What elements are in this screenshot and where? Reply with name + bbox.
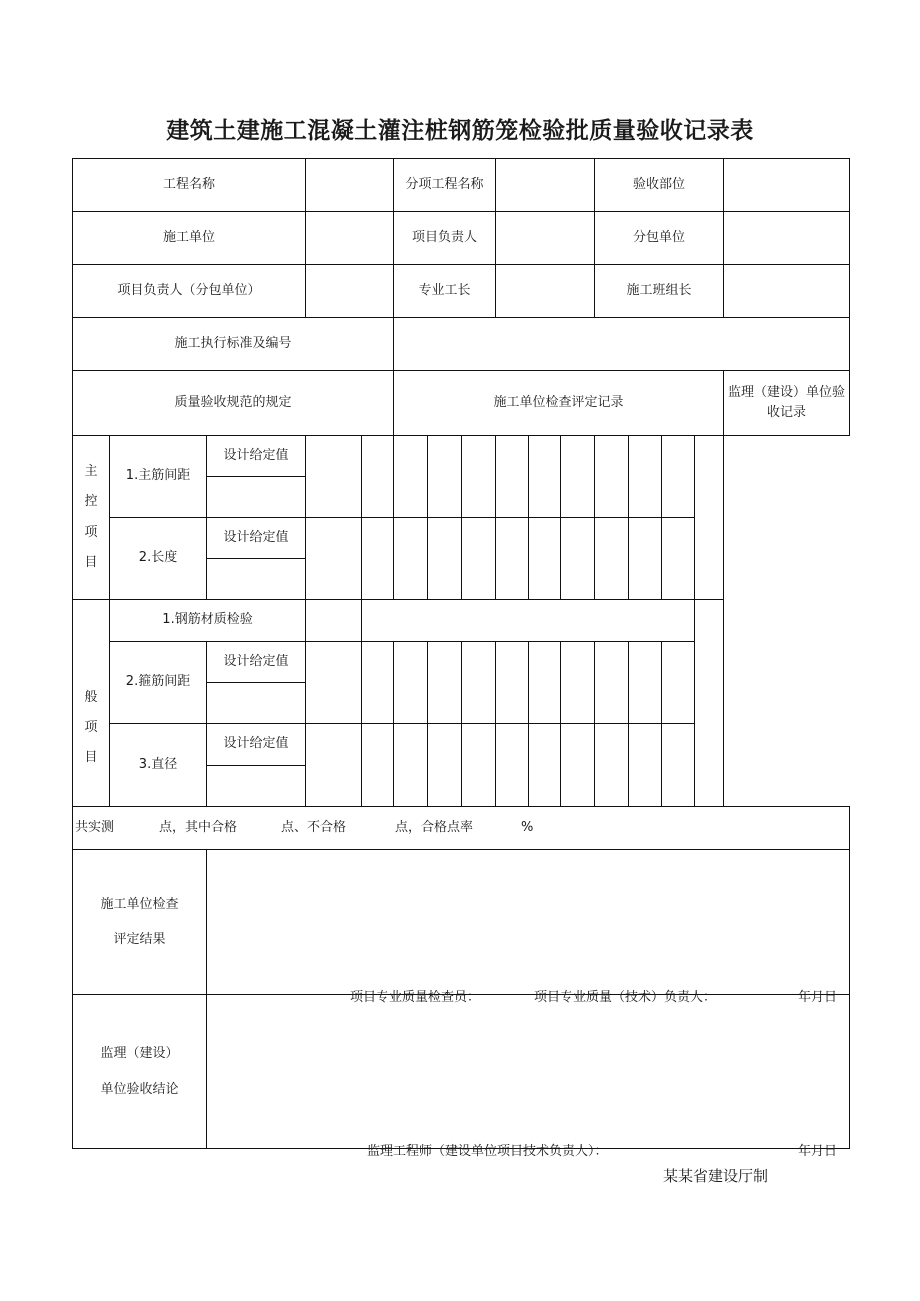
foreman-label: 专业工长 xyxy=(394,265,496,318)
general-item-material: 1.钢筋材质检验 xyxy=(110,600,306,642)
project-manager-label: 项目负责人 xyxy=(394,212,496,265)
design-value-label: 设计给定值 xyxy=(207,724,306,766)
general-supervision-cell[interactable] xyxy=(695,600,724,807)
main-control-char: 项 xyxy=(84,524,98,540)
main-item-spacing: 1.主筋间距 xyxy=(110,436,207,518)
main-control-char: 目 xyxy=(84,554,98,570)
measure-cell[interactable] xyxy=(394,518,428,600)
spec-header: 质量验收规范的规定 xyxy=(73,371,394,436)
measure-cell[interactable] xyxy=(529,518,561,600)
sub-manager-label: 项目负责人（分包单位） xyxy=(73,265,306,318)
foreman-field[interactable] xyxy=(496,265,595,318)
measure-cell[interactable] xyxy=(595,642,629,724)
measure-cell[interactable] xyxy=(428,724,462,807)
general-item-stirrup: 2.箍筋间距 xyxy=(110,642,207,724)
form-title: 建筑土建施工混凝土灌注桩钢筋笼检验批质量验收记录表 xyxy=(166,118,754,144)
sub-manager-field[interactable] xyxy=(306,265,394,318)
measure-cell[interactable] xyxy=(462,436,496,518)
project-name-label: 工程名称 xyxy=(73,159,306,212)
measure-cell[interactable] xyxy=(529,724,561,807)
main-supervision-cell[interactable] xyxy=(695,436,724,600)
measure-cell[interactable] xyxy=(394,642,428,724)
design-value-label: 设计给定值 xyxy=(207,518,306,559)
quality-inspector-label: 项目专业质量检查员： xyxy=(350,990,481,1005)
measure-cell[interactable] xyxy=(496,642,529,724)
summary-percent: % xyxy=(521,819,534,835)
measure-cell[interactable] xyxy=(629,518,662,600)
measure-cell[interactable] xyxy=(529,642,561,724)
measure-cell[interactable] xyxy=(428,436,462,518)
design-value-input[interactable] xyxy=(207,683,306,724)
team-leader-label: 施工班组长 xyxy=(595,265,724,318)
measure-cell[interactable] xyxy=(595,518,629,600)
standard-label: 施工执行标准及编号 xyxy=(73,318,394,371)
tech-manager-label: 项目专业质量（技术）负责人： xyxy=(534,990,717,1005)
supervision-result-field[interactable] xyxy=(207,995,850,1159)
sub-project-name-label: 分项工程名称 xyxy=(394,159,496,212)
material-check-record[interactable] xyxy=(362,600,695,642)
design-value-input[interactable] xyxy=(207,559,306,600)
measure-cell[interactable] xyxy=(462,642,496,724)
construction-unit-field[interactable] xyxy=(306,212,394,265)
spec-value-cell[interactable] xyxy=(306,724,362,807)
design-value-label: 设计给定值 xyxy=(207,642,306,683)
measure-cell[interactable] xyxy=(362,724,394,807)
summary-passed: 点，其中合格 xyxy=(159,819,238,835)
spec-value-cell[interactable] xyxy=(306,642,362,724)
construction-unit-label: 施工单位 xyxy=(73,212,306,265)
measure-cell[interactable] xyxy=(561,642,595,724)
construction-result-label xyxy=(73,850,207,995)
measure-cell[interactable] xyxy=(394,724,428,807)
general-char: 目 xyxy=(84,750,98,766)
measure-cell[interactable] xyxy=(629,642,662,724)
measure-cell[interactable] xyxy=(496,724,529,807)
supervision-result-label-2: 单位验收结论 xyxy=(100,1081,179,1097)
project-manager-field[interactable] xyxy=(496,212,595,265)
sub-project-name-field[interactable] xyxy=(496,159,595,212)
general-item-diameter: 3.直径 xyxy=(110,724,207,807)
standard-field[interactable] xyxy=(394,318,850,371)
construction-result-label-1: 施工单位检查 xyxy=(100,896,179,912)
summary-rate: 点，合格点率 xyxy=(395,819,474,835)
main-control-char: 控 xyxy=(84,494,98,510)
main-control-char: 主 xyxy=(84,464,98,480)
acceptance-part-label: 验收部位 xyxy=(595,159,724,212)
measure-cell[interactable] xyxy=(462,724,496,807)
measure-cell[interactable] xyxy=(595,724,629,807)
spec-value-cell[interactable] xyxy=(306,600,362,642)
construction-result-field[interactable] xyxy=(207,850,850,1005)
supervision-result-label xyxy=(73,995,207,1149)
measure-cell[interactable] xyxy=(595,436,629,518)
summary-total: 共实测 xyxy=(75,819,115,835)
measure-cell[interactable] xyxy=(662,642,695,724)
main-item-length: 2.长度 xyxy=(110,518,207,600)
check-record-header: 施工单位检查评定记录 xyxy=(394,371,724,436)
measure-cell[interactable] xyxy=(662,724,695,807)
measure-cell[interactable] xyxy=(428,518,462,600)
measure-cell[interactable] xyxy=(362,642,394,724)
acceptance-part-field[interactable] xyxy=(724,159,850,212)
general-label xyxy=(73,600,110,807)
subcontract-unit-field[interactable] xyxy=(724,212,850,265)
measure-cell[interactable] xyxy=(629,436,662,518)
measure-cell[interactable] xyxy=(561,518,595,600)
subcontract-unit-label: 分包单位 xyxy=(595,212,724,265)
measure-cell[interactable] xyxy=(529,436,561,518)
measure-cell[interactable] xyxy=(561,724,595,807)
design-value-label: 设计给定值 xyxy=(207,436,306,477)
design-value-input[interactable] xyxy=(207,766,306,807)
measure-cell[interactable] xyxy=(362,436,394,518)
spec-value-cell[interactable] xyxy=(306,436,362,518)
construction-result-label-2: 评定结果 xyxy=(113,932,166,947)
project-name-field[interactable] xyxy=(306,159,394,212)
measure-cell[interactable] xyxy=(362,518,394,600)
measure-cell[interactable] xyxy=(428,642,462,724)
measure-cell[interactable] xyxy=(394,436,428,518)
measure-cell[interactable] xyxy=(629,724,662,807)
supervision-result-label-1: 监理（建设） xyxy=(100,1046,179,1062)
measure-cell[interactable] xyxy=(561,436,595,518)
measure-cell[interactable] xyxy=(496,518,529,600)
construction-date-label: 年月日 xyxy=(798,990,838,1005)
supervision-date-label: 年月日 xyxy=(798,1144,838,1159)
main-control-label xyxy=(73,436,110,600)
measure-cell[interactable] xyxy=(662,436,695,518)
measure-cell[interactable] xyxy=(462,518,496,600)
general-char: 项 xyxy=(84,719,98,735)
summary-row xyxy=(73,807,850,850)
measure-cell[interactable] xyxy=(496,436,529,518)
inspection-record-table xyxy=(72,158,850,1159)
measure-cell[interactable] xyxy=(662,518,695,600)
summary-failed: 点、不合格 xyxy=(281,819,347,835)
issuer-footer: 某某省建设厅制 xyxy=(663,1167,769,1185)
team-leader-field[interactable] xyxy=(724,265,850,318)
supervision-engineer-label: 监理工程师（建设单位项目技术负责人）： xyxy=(367,1144,608,1159)
spec-value-cell[interactable] xyxy=(306,518,362,600)
supervision-record-header: 监理（建设）单位验收记录 xyxy=(724,371,850,436)
general-char: 般 xyxy=(84,689,98,705)
design-value-input[interactable] xyxy=(207,477,306,518)
